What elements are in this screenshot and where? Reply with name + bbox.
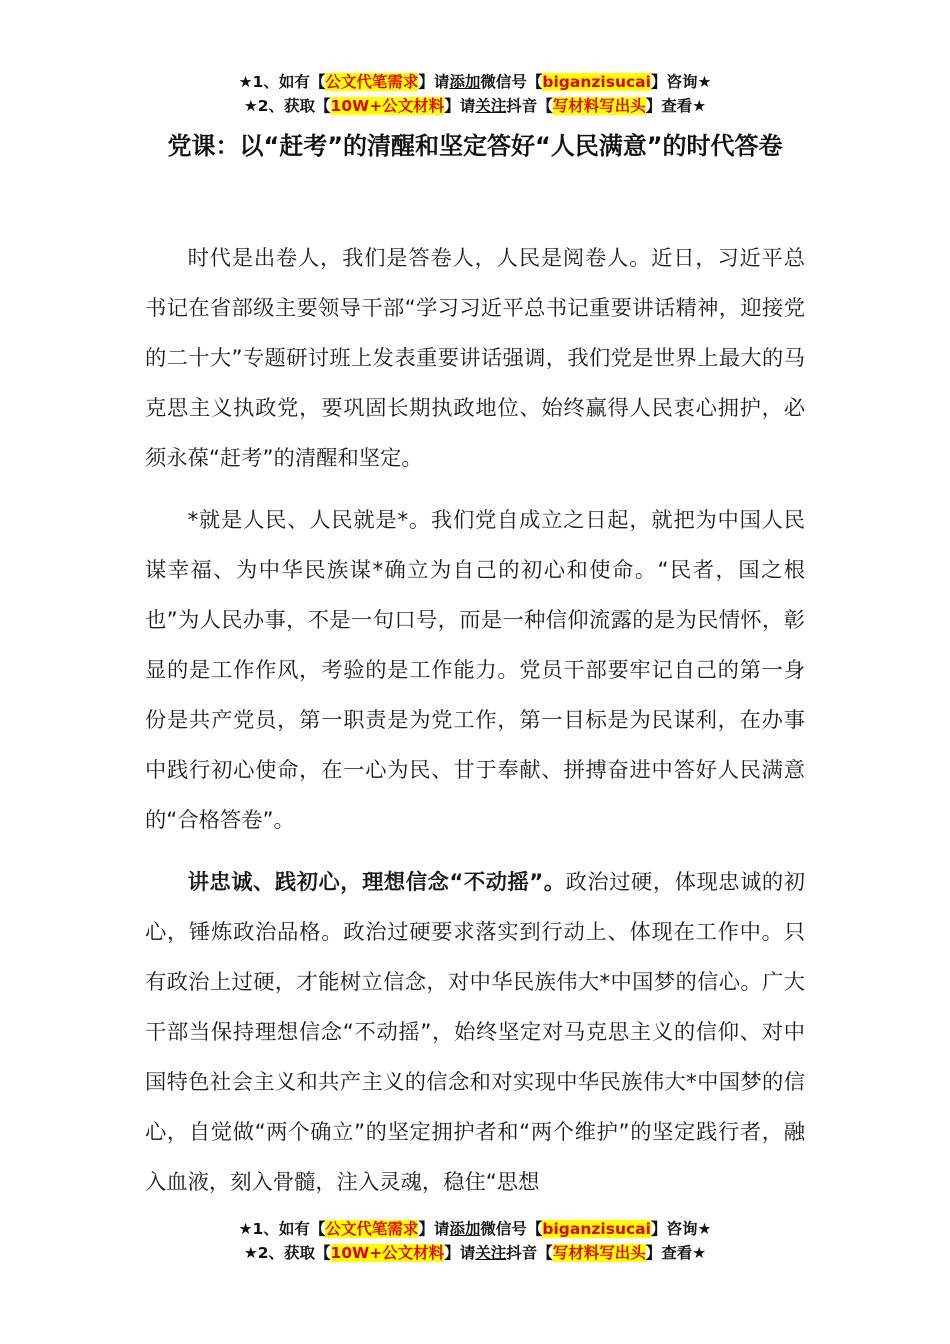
banner-text: 】咨询★	[650, 1220, 712, 1238]
banner-text: 微信号【	[480, 73, 543, 91]
banner-line-1	[0, 70, 950, 94]
banner-highlight: biganzisucai	[542, 1220, 651, 1238]
banner-text: ★1、如有【	[238, 73, 326, 91]
banner-text: ★2、获取【	[243, 1244, 331, 1262]
banner-highlight: 写材料写出头	[552, 97, 646, 115]
paragraph-text: 政治过硬，体现忠诚的初心，锤炼政治品格。政治过硬要求落实到行动上、体现在工作中。只有政治上过硬，才能树立信念，对中华民族伟大*中国梦的信心。广大干部当保持理想信念“不动摇”，始终坚定对马克思主义的信仰、对中国特色社会主义和共产主义的信念和对实现中华民族伟大*中国梦的信心，自觉做“两个确立”的坚定拥护者和“两个维护”的坚定践行者，融入血液，刻入骨髓，注入灵魂，稳住“思想	[145, 870, 805, 1195]
banner-text: 抖音【	[506, 97, 553, 115]
banner-highlight: 10W+公文材料	[330, 1244, 445, 1262]
banner-text: 】请	[418, 73, 450, 91]
banner-text: 】咨询★	[650, 73, 712, 91]
banner-line-2	[0, 94, 950, 118]
paragraph	[145, 496, 805, 846]
banner-text: 微信号【	[480, 1220, 543, 1238]
banner-text: 】查看★	[645, 1244, 707, 1262]
banner-underline: 关注	[475, 97, 507, 115]
banner-underline: 添加	[449, 73, 481, 91]
banner-line-2	[0, 1241, 950, 1265]
banner-highlight: biganzisucai	[542, 73, 651, 91]
paragraph	[145, 858, 805, 1208]
paragraph	[145, 234, 805, 484]
footer-banner	[0, 1217, 950, 1265]
banner-text: 】请	[418, 1220, 450, 1238]
document-body	[145, 234, 805, 1220]
banner-underline: 添加	[449, 1220, 481, 1238]
banner-highlight: 公文代笔需求	[325, 73, 419, 91]
paragraph-lead: 讲忠诚、践初心，理想信念“不动摇”。	[187, 870, 566, 895]
paragraph-text: *就是人民、人民就是*。我们党自成立之日起，就把为中国人民谋幸福、为中华民族谋*确立为自己的初心和使命。“民者，国之根也”为人民办事，不是一句口号，而是一种信仰流露的是为民情怀，彰显的是工作作风，考验的是工作能力。党员干部要牢记自己的第一身份是共产党员，第一职责是为党工作，第一目标是为民谋利，在办事中践行初心使命，在一心为民、甘于奉献、拼搏奋进中答好人民满意的“合格答卷”。	[145, 508, 805, 833]
banner-text: ★2、获取【	[243, 97, 331, 115]
banner-text: 】查看★	[645, 97, 707, 115]
banner-text: 】请	[444, 1244, 476, 1262]
document-title: 党课：以“赶考”的清醒和坚定答好“人民满意”的时代答卷	[167, 132, 783, 160]
banner-highlight: 10W+公文材料	[330, 97, 445, 115]
header-banner	[0, 70, 950, 118]
banner-line-1	[0, 1217, 950, 1241]
paragraph-text: 时代是出卷人，我们是答卷人，人民是阅卷人。近日，习近平总书记在省部级主要领导干部“学习习近平总书记重要讲话精神，迎接党的二十大”专题研讨班上发表重要讲话强调，我们党是世界上最大的马克思主义执政党，要巩固长期执政地位、始终赢得人民衷心拥护，必须永葆“赶考”的清醒和坚定。	[145, 246, 805, 471]
banner-highlight: 公文代笔需求	[325, 1220, 419, 1238]
banner-text: 】请	[444, 97, 476, 115]
banner-text: ★1、如有【	[238, 1220, 326, 1238]
banner-underline: 关注	[475, 1244, 507, 1262]
banner-text: 抖音【	[506, 1244, 553, 1262]
banner-highlight: 写材料写出头	[552, 1244, 646, 1262]
